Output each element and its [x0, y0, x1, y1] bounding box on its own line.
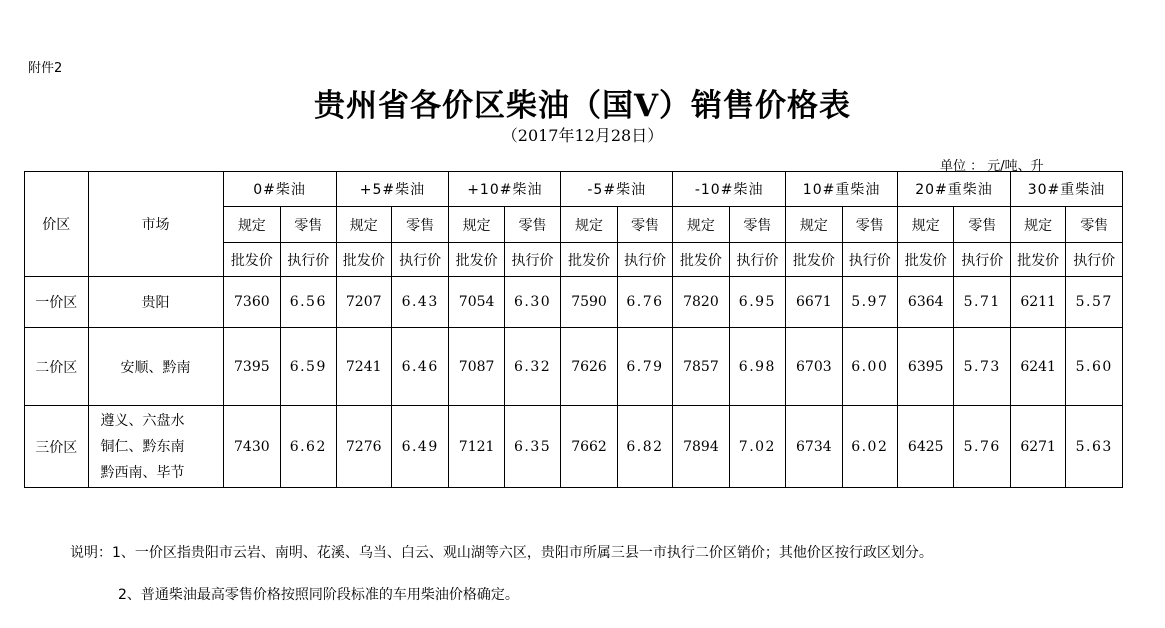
- table-row: [25, 406, 1123, 488]
- header-region: 价区: [25, 172, 89, 277]
- wholesale-price-cell: 6734: [786, 406, 842, 488]
- header-wholesale-price: 批发价: [449, 243, 504, 277]
- header-retail-label: 零售: [281, 207, 336, 243]
- header-wholesale-label: 规定: [786, 207, 842, 243]
- retail-price-cell: 6.30: [504, 277, 560, 328]
- header-retail-price: 执行价: [954, 243, 1010, 277]
- header-wholesale-label: 规定: [223, 207, 280, 243]
- header-wholesale-label: 规定: [1010, 207, 1065, 243]
- market-name: 贵阳: [141, 295, 170, 311]
- header-retail-price: 执行价: [281, 243, 336, 277]
- retail-price-cell: 6.32: [504, 328, 560, 406]
- header-wholesale-label: 规定: [898, 207, 954, 243]
- header-wholesale-price: 批发价: [223, 243, 280, 277]
- retail-price-cell: 5.71: [954, 277, 1010, 328]
- wholesale-price-cell: 7121: [449, 406, 504, 488]
- header-wholesale-price: 批发价: [561, 243, 617, 277]
- retail-price-cell: 6.79: [617, 328, 672, 406]
- wholesale-price-cell: 7207: [336, 277, 391, 328]
- retail-price-cell: 6.35: [504, 406, 560, 488]
- header-product: 30#重柴油: [1010, 172, 1122, 207]
- wholesale-price-cell: 7430: [223, 406, 280, 488]
- retail-price-cell: 6.56: [281, 277, 336, 328]
- header-retail-label: 零售: [954, 207, 1010, 243]
- retail-price-cell: 6.98: [729, 328, 785, 406]
- wholesale-price-cell: 6271: [1010, 406, 1065, 488]
- wholesale-price-cell: 6364: [898, 277, 954, 328]
- market-name: 黔西南、毕节: [100, 464, 185, 481]
- header-product: -10#柴油: [673, 172, 786, 207]
- table-body: [25, 277, 1123, 488]
- wholesale-price-cell: 7857: [673, 328, 729, 406]
- header-retail-price: 执行价: [504, 243, 560, 277]
- retail-price-cell: 5.97: [842, 277, 897, 328]
- wholesale-price-cell: 7894: [673, 406, 729, 488]
- retail-price-cell: 6.59: [281, 328, 336, 406]
- header-wholesale-label: 规定: [673, 207, 729, 243]
- page-title: 贵州省各价区柴油（国Ⅴ）销售价格表: [313, 88, 852, 124]
- header-retail-label: 零售: [1066, 207, 1123, 243]
- header-retail-label: 零售: [729, 207, 785, 243]
- note-1: 说明：1、一价区指贵阳市云岩、南明、花溪、乌当、白云、观山湖等六区，贵阳市所属三县一市执行二价区销价；其他价区按行政区划分。: [70, 545, 933, 561]
- wholesale-price-cell: 6703: [786, 328, 842, 406]
- wholesale-price-cell: 6671: [786, 277, 842, 328]
- table-row: [25, 277, 1123, 328]
- header-wholesale-label: 规定: [561, 207, 617, 243]
- wholesale-price-cell: 7054: [449, 277, 504, 328]
- retail-price-cell: 6.43: [391, 277, 448, 328]
- retail-price-cell: 6.46: [391, 328, 448, 406]
- header-retail-label: 零售: [504, 207, 560, 243]
- header-product: 0#柴油: [223, 172, 336, 207]
- wholesale-price-cell: 7276: [336, 406, 391, 488]
- header-wholesale-label: 规定: [336, 207, 391, 243]
- header-product: -5#柴油: [561, 172, 673, 207]
- region-cell: 二价区: [25, 328, 89, 406]
- market-cell: [88, 277, 223, 328]
- header-product: 20#重柴油: [898, 172, 1011, 207]
- header-product: +5#柴油: [336, 172, 449, 207]
- header-wholesale-price: 批发价: [673, 243, 729, 277]
- header-retail-price: 执行价: [391, 243, 448, 277]
- header-retail-label: 零售: [617, 207, 672, 243]
- retail-price-cell: 5.73: [954, 328, 1010, 406]
- wholesale-price-cell: 7087: [449, 328, 504, 406]
- price-table: [24, 171, 1123, 488]
- header-wholesale-price: 批发价: [786, 243, 842, 277]
- region-cell: 一价区: [25, 277, 89, 328]
- wholesale-price-cell: 7820: [673, 277, 729, 328]
- retail-price-cell: 6.02: [842, 406, 897, 488]
- retail-price-cell: 6.62: [281, 406, 336, 488]
- market-cell: [88, 328, 223, 406]
- note-2: 2、普通柴油最高零售价格按照同阶段标准的车用柴油价格确定。: [118, 587, 519, 603]
- wholesale-price-cell: 7241: [336, 328, 391, 406]
- retail-price-cell: 6.82: [617, 406, 672, 488]
- retail-price-cell: 5.60: [1066, 328, 1123, 406]
- unit-label: 单位 ： 元/吨、升: [940, 159, 1044, 174]
- region-cell: 三价区: [25, 406, 89, 488]
- header-product: +10#柴油: [449, 172, 561, 207]
- wholesale-price-cell: 6241: [1010, 328, 1065, 406]
- retail-price-cell: 6.00: [842, 328, 897, 406]
- header-retail-label: 零售: [391, 207, 448, 243]
- table-row: [25, 328, 1123, 406]
- header-retail-price: 执行价: [729, 243, 785, 277]
- header-wholesale-price: 批发价: [336, 243, 391, 277]
- header-wholesale-price: 批发价: [1010, 243, 1065, 277]
- market-name: 遵义、六盘水: [100, 412, 185, 429]
- attachment-label: 附件2: [28, 61, 63, 76]
- wholesale-price-cell: 7662: [561, 406, 617, 488]
- market-name: 安顺、黔南: [120, 359, 191, 376]
- retail-price-cell: 6.76: [617, 277, 672, 328]
- header-retail-price: 执行价: [842, 243, 897, 277]
- header-wholesale-label: 规定: [449, 207, 504, 243]
- wholesale-price-cell: 6211: [1010, 277, 1065, 328]
- wholesale-price-cell: 7395: [223, 328, 280, 406]
- retail-price-cell: 7.02: [729, 406, 785, 488]
- wholesale-price-cell: 6425: [898, 406, 954, 488]
- market-name: 铜仁、黔东南: [100, 438, 185, 455]
- wholesale-price-cell: 7360: [223, 277, 280, 328]
- wholesale-price-cell: 6395: [898, 328, 954, 406]
- header-market: 市场: [88, 172, 223, 277]
- retail-price-cell: 5.57: [1066, 277, 1123, 328]
- market-cell: [88, 406, 223, 488]
- date-label: （2017年12月28日）: [501, 126, 664, 145]
- header-retail-price: 执行价: [1066, 243, 1123, 277]
- header-wholesale-price: 批发价: [898, 243, 954, 277]
- header-retail-label: 零售: [842, 207, 897, 243]
- retail-price-cell: 5.63: [1066, 406, 1123, 488]
- retail-price-cell: 6.49: [391, 406, 448, 488]
- header-row-products: [25, 172, 1123, 207]
- header-product: 10#重柴油: [786, 172, 898, 207]
- retail-price-cell: 6.95: [729, 277, 785, 328]
- wholesale-price-cell: 7590: [561, 277, 617, 328]
- header-retail-price: 执行价: [617, 243, 672, 277]
- retail-price-cell: 5.76: [954, 406, 1010, 488]
- wholesale-price-cell: 7626: [561, 328, 617, 406]
